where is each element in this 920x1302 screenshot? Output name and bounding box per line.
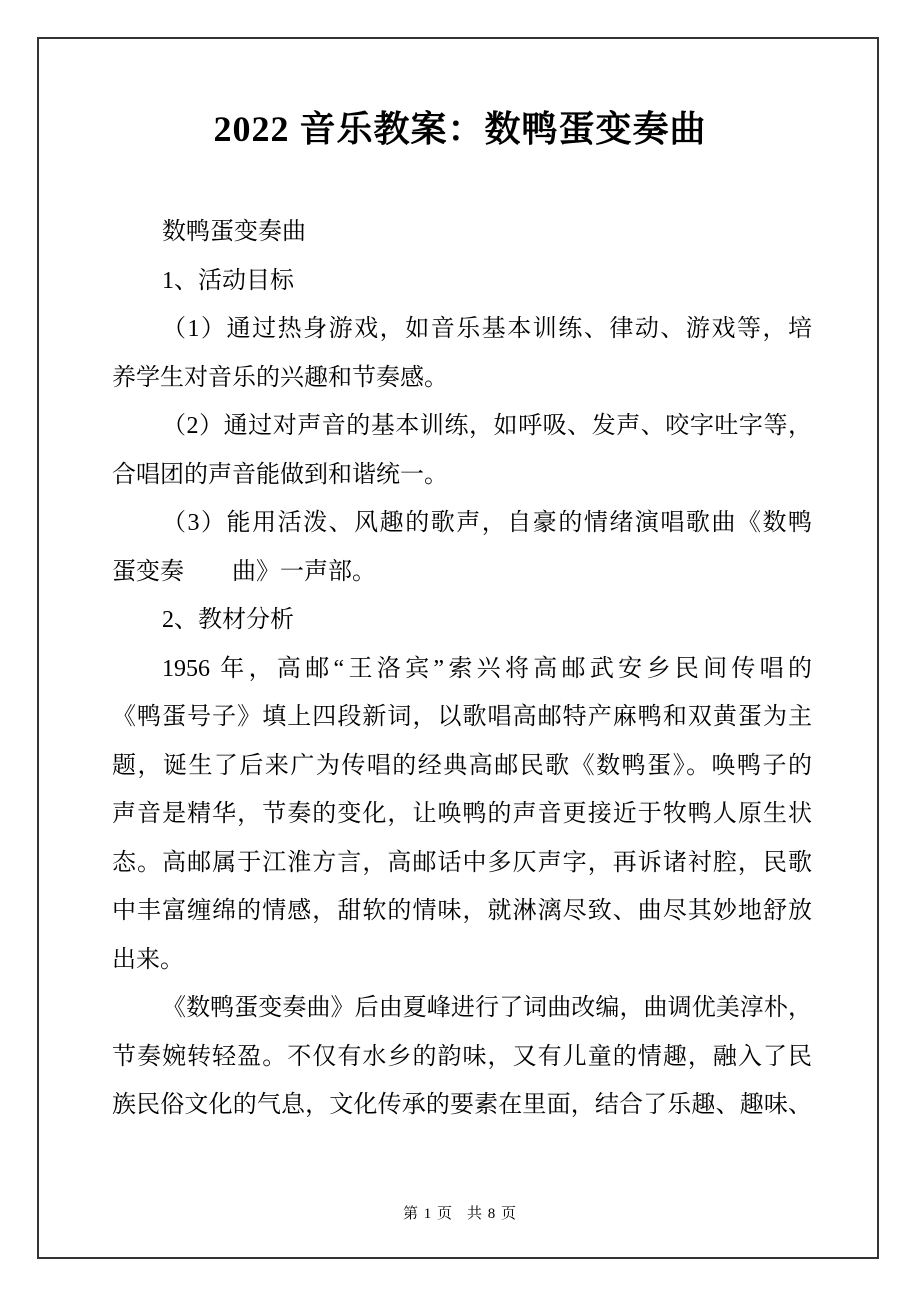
text-line: 《鸭蛋号子》填上四段新词，以歌唱高邮特产麻鸭和双黄蛋为主: [112, 704, 812, 730]
text-line: （1）通过热身游戏，如音乐基本训练、律动、游戏等，培: [162, 316, 812, 342]
text-line: （3）能用活泼、风趣的歌声，自豪的情绪演唱歌曲《数鸭: [162, 510, 812, 536]
text-line: 题，诞生了后来广为传唱的经典高邮民歌《数鸭蛋》。唤鸭子的: [112, 752, 812, 779]
text-line: 声音是精华，节奏的变化，让唤鸭的声音更接近于牧鸭人原生状: [112, 801, 812, 827]
text-line: 养学生对音乐的兴趣和节奏感。: [112, 364, 448, 391]
document-body: [112, 208, 812, 1130]
text-line: 1956 年，高邮“王洛宾”索兴将高邮武安乡民间传唱的: [162, 655, 812, 682]
text-line: 《数鸭蛋变奏曲》后由夏峰进行了词曲改编，曲调优美淳朴，: [162, 995, 812, 1021]
text-line: 1、活动目标: [162, 267, 294, 294]
text-line: （2）通过对声音的基本训练，如呼吸、发声、咬字吐字等，: [162, 413, 812, 439]
text-line: 态。高邮属于江淮方言，高邮话中多仄声字，再诉诸衬腔，民歌: [112, 849, 812, 876]
text-line: 出来。: [112, 946, 184, 973]
text-line: 节奏婉转轻盈。不仅有水乡的韵味，又有儿童的情趣，融入了民: [112, 1043, 812, 1070]
text-line: 合唱团的声音能做到和谐统一。: [112, 461, 448, 488]
text-line: 中丰富缠绵的情感，甜软的情味，就淋漓尽致、曲尽其妙地舒放: [112, 898, 812, 924]
page-number-label: 第 1 页: [402, 1206, 453, 1222]
text-line: 蛋变奏 曲》一声部。: [112, 558, 376, 585]
page-footer: [37, 1204, 883, 1224]
text-line: 2、教材分析: [162, 607, 294, 633]
text-line: 族民俗文化的气息，文化传承的要素在里面，结合了乐趣、趣味、: [112, 1092, 812, 1118]
page-total-label: 共 8 页: [467, 1206, 518, 1222]
text-line: 数鸭蛋变奏曲: [162, 219, 306, 245]
document-title: 2022 音乐教案：数鸭蛋变奏曲: [213, 109, 707, 149]
